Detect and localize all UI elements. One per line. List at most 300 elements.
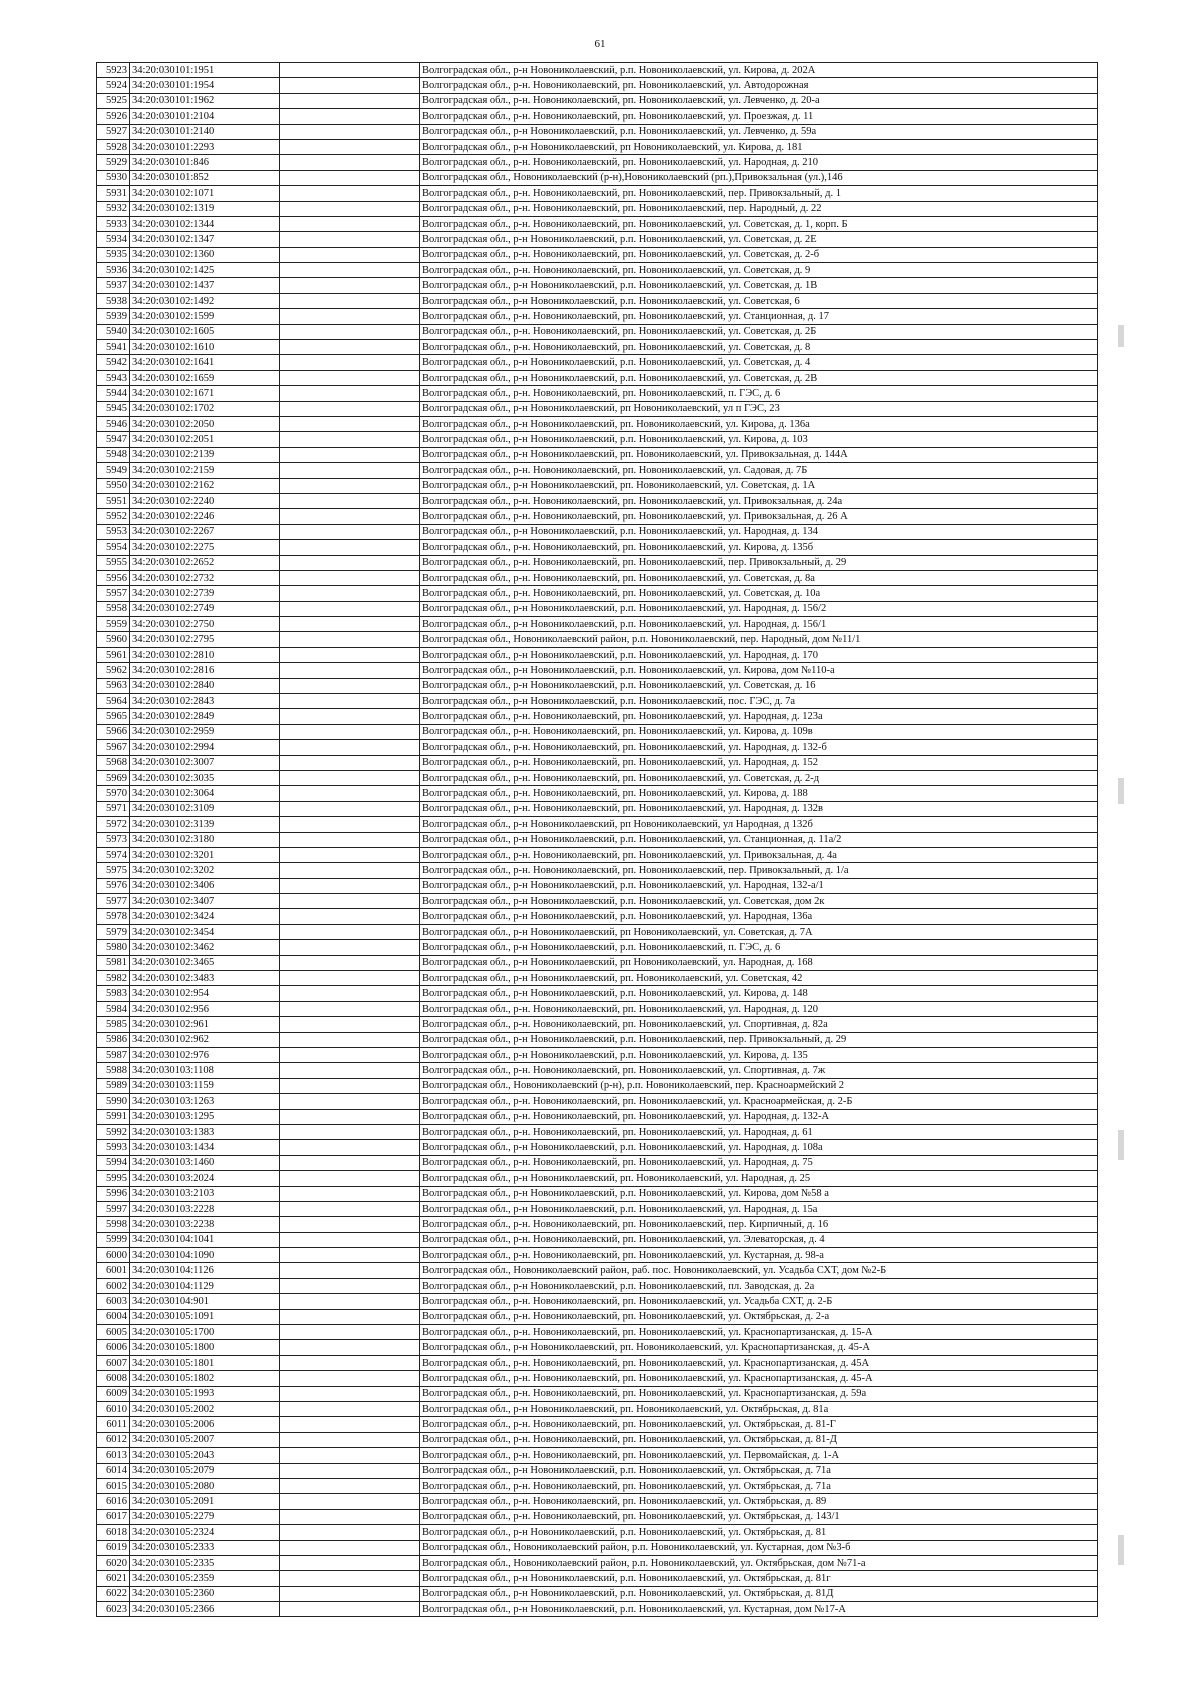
cadastral-number: 34:20:030102:1425 — [130, 263, 280, 278]
empty-cell — [280, 1048, 420, 1063]
cadastral-number: 34:20:030102:2246 — [130, 509, 280, 524]
empty-cell — [280, 971, 420, 986]
address: Волгоградская обл., р-н Новониколаевский, р.п. Новониколаевский, ул. Народная, 136а — [420, 909, 1098, 924]
address: Волгоградская обл., р-н. Новониколаевский, рп. Новониколаевский, ул. Привокзальная, д. 24а — [420, 493, 1098, 508]
empty-cell — [280, 1032, 420, 1047]
address: Волгоградская обл., р-н. Новониколаевский, рп. Новониколаевский, ул. Спортивная, д. 82а — [420, 1017, 1098, 1032]
address: Волгоградская обл., р-н. Новониколаевский, рп. Новониколаевский, ул. Спортивная, д. 7ж — [420, 1063, 1098, 1078]
table-row — [97, 940, 1098, 955]
address: Волгоградская обл., Новониколаевский (р-н), р.п. Новониколаевский, пер. Красноармейский 2 — [420, 1078, 1098, 1093]
address: Волгоградская обл., Новониколаевский район, р.п. Новониколаевский, ул. Кустарная, дом №3-б — [420, 1540, 1098, 1555]
cadastral-number: 34:20:030105:2091 — [130, 1494, 280, 1509]
empty-cell — [280, 247, 420, 262]
address: Волгоградская обл., р-н Новониколаевский, рп. Новониколаевский, ул. Краснопартизанская, д. 45-А — [420, 1340, 1098, 1355]
table-row — [97, 1140, 1098, 1155]
row-number: 5941 — [97, 340, 130, 355]
cadastral-number: 34:20:030104:1126 — [130, 1263, 280, 1278]
table-row — [97, 386, 1098, 401]
table-row — [97, 1248, 1098, 1263]
cadastral-number: 34:20:030102:2749 — [130, 601, 280, 616]
row-number: 6013 — [97, 1448, 130, 1463]
empty-cell — [280, 1124, 420, 1139]
table-row — [97, 847, 1098, 862]
address: Волгоградская обл., р-н Новониколаевский, рп. Новониколаевский, ул. Советская, 42 — [420, 971, 1098, 986]
cadastral-number: 34:20:030101:2104 — [130, 109, 280, 124]
row-number: 5957 — [97, 586, 130, 601]
address: Волгоградская обл., р-н. Новониколаевский, рп. Новониколаевский, ул. Народная, д. 132-А — [420, 1109, 1098, 1124]
table-row — [97, 601, 1098, 616]
cadastral-number: 34:20:030105:2279 — [130, 1509, 280, 1524]
row-number: 5969 — [97, 770, 130, 785]
address: Волгоградская обл., р-н Новониколаевский, р.п. Новониколаевский, ул. Советская, 6 — [420, 293, 1098, 308]
table-row — [97, 324, 1098, 339]
row-number: 6003 — [97, 1294, 130, 1309]
empty-cell — [280, 1448, 420, 1463]
empty-cell — [280, 1494, 420, 1509]
table-row — [97, 694, 1098, 709]
table-row — [97, 955, 1098, 970]
cadastral-number: 34:20:030102:961 — [130, 1017, 280, 1032]
cadastral-number: 34:20:030102:3202 — [130, 863, 280, 878]
cadastral-number: 34:20:030103:1108 — [130, 1063, 280, 1078]
table-row — [97, 647, 1098, 662]
cadastral-number: 34:20:030102:2816 — [130, 663, 280, 678]
table-row — [97, 1094, 1098, 1109]
table-row — [97, 817, 1098, 832]
cadastral-number: 34:20:030102:1492 — [130, 293, 280, 308]
row-number: 5959 — [97, 617, 130, 632]
table-row — [97, 186, 1098, 201]
row-number: 5961 — [97, 647, 130, 662]
address: Волгоградская обл., р-н. Новониколаевский, рп. Новониколаевский, ул. Советская, д. 2-д — [420, 770, 1098, 785]
table-row — [97, 247, 1098, 262]
address: Волгоградская обл., р-н Новониколаевский, р.п. Новониколаевский, ул. Кирова, д. 202А — [420, 63, 1098, 78]
table-row — [97, 786, 1098, 801]
row-number: 5994 — [97, 1155, 130, 1170]
cadastral-number: 34:20:030105:1091 — [130, 1309, 280, 1324]
empty-cell — [280, 1401, 420, 1416]
address: Волгоградская обл., р-н Новониколаевский, р.п. Новониколаевский, ул. Кирова, д. 135 — [420, 1048, 1098, 1063]
row-number: 6020 — [97, 1555, 130, 1570]
cadastral-number: 34:20:030105:2002 — [130, 1401, 280, 1416]
empty-cell — [280, 93, 420, 108]
cadastral-number: 34:20:030104:1090 — [130, 1248, 280, 1263]
address: Волгоградская обл., р-н. Новониколаевский, рп. Новониколаевский, ул. Краснопартизанская, д. 45-А — [420, 1371, 1098, 1386]
table-row — [97, 1340, 1098, 1355]
cadastral-number: 34:20:030103:2238 — [130, 1217, 280, 1232]
table-row — [97, 909, 1098, 924]
row-number: 5986 — [97, 1032, 130, 1047]
empty-cell — [280, 940, 420, 955]
row-number: 5964 — [97, 694, 130, 709]
empty-cell — [280, 1001, 420, 1016]
scan-artifact — [1118, 778, 1124, 804]
cadastral-number: 34:20:030103:2103 — [130, 1186, 280, 1201]
row-number: 5993 — [97, 1140, 130, 1155]
empty-cell — [280, 1602, 420, 1617]
row-number: 5928 — [97, 139, 130, 154]
empty-cell — [280, 447, 420, 462]
address: Волгоградская обл., р-н. Новониколаевский, рп. Новониколаевский, ул. Автодорожная — [420, 78, 1098, 93]
address: Волгоградская обл., р-н Новониколаевский, р.п. Новониколаевский, ул. Кирова, дом №110-а — [420, 663, 1098, 678]
row-number: 5940 — [97, 324, 130, 339]
row-number: 5934 — [97, 232, 130, 247]
empty-cell — [280, 1417, 420, 1432]
empty-cell — [280, 1309, 420, 1324]
empty-cell — [280, 309, 420, 324]
table-row — [97, 1032, 1098, 1047]
row-number: 5974 — [97, 847, 130, 862]
row-number: 5985 — [97, 1017, 130, 1032]
empty-cell — [280, 401, 420, 416]
empty-cell — [280, 1248, 420, 1263]
row-number: 6008 — [97, 1371, 130, 1386]
table-row — [97, 155, 1098, 170]
address: Волгоградская обл., р-н. Новониколаевский, рп. Новониколаевский, пер. Привокзальный, д. 29 — [420, 555, 1098, 570]
empty-cell — [280, 709, 420, 724]
empty-cell — [280, 1555, 420, 1570]
empty-cell — [280, 847, 420, 862]
row-number: 5972 — [97, 817, 130, 832]
row-number: 5946 — [97, 416, 130, 431]
empty-cell — [280, 678, 420, 693]
empty-cell — [280, 1325, 420, 1340]
address: Волгоградская обл., р-н. Новониколаевский, рп. Новониколаевский, ул. Октябрьская, д. 81-Д — [420, 1432, 1098, 1447]
table-row — [97, 1525, 1098, 1540]
cadastral-number: 34:20:030104:1041 — [130, 1232, 280, 1247]
cadastral-number: 34:20:030102:976 — [130, 1048, 280, 1063]
address: Волгоградская обл., р-н Новониколаевский, р.п. Новониколаевский, ул. Народная, д. 170 — [420, 647, 1098, 662]
table-row — [97, 124, 1098, 139]
row-number: 5949 — [97, 463, 130, 478]
cadastral-number: 34:20:030102:3424 — [130, 909, 280, 924]
empty-cell — [280, 1540, 420, 1555]
table-row — [97, 1309, 1098, 1324]
table-row — [97, 894, 1098, 909]
cadastral-number: 34:20:030102:3201 — [130, 847, 280, 862]
address: Волгоградская обл., р-н. Новониколаевский, рп. Новониколаевский, ул. Кирова, д. 109в — [420, 724, 1098, 739]
scan-artifact — [1118, 1535, 1124, 1565]
cadastral-number: 34:20:030103:1383 — [130, 1124, 280, 1139]
empty-cell — [280, 432, 420, 447]
address: Волгоградская обл., р-н Новониколаевский, рп Новониколаевский, ул п ГЭС, 23 — [420, 401, 1098, 416]
address: Волгоградская обл., р-н. Новониколаевский, рп. Новониколаевский, ул. Станционная, д. 17 — [420, 309, 1098, 324]
table-row — [97, 463, 1098, 478]
empty-cell — [280, 416, 420, 431]
empty-cell — [280, 1186, 420, 1201]
address: Волгоградская обл., р-н. Новониколаевский, рп. Новониколаевский, ул. Народная, д. 132-б — [420, 740, 1098, 755]
row-number: 5955 — [97, 555, 130, 570]
empty-cell — [280, 924, 420, 939]
empty-cell — [280, 1063, 420, 1078]
empty-cell — [280, 1478, 420, 1493]
address: Волгоградская обл., р-н Новониколаевский, р.п. Новониколаевский, ул. Октябрьская, д. 81г — [420, 1571, 1098, 1586]
empty-cell — [280, 555, 420, 570]
address: Волгоградская обл., р-н Новониколаевский, р.п. Новониколаевский, пл. Заводская, д. 2а — [420, 1278, 1098, 1293]
address: Волгоградская обл., р-н Новониколаевский, р.п. Новониколаевский, ул. Советская, д. 16 — [420, 678, 1098, 693]
address: Волгоградская обл., р-н Новониколаевский, рп Новониколаевский, ул. Кирова, д. 181 — [420, 139, 1098, 154]
row-number: 5980 — [97, 940, 130, 955]
table-row — [97, 432, 1098, 447]
address: Волгоградская обл., р-н Новониколаевский, р.п. Новониколаевский, ул. Народная, д. 156/2 — [420, 601, 1098, 616]
row-number: 5963 — [97, 678, 130, 693]
empty-cell — [280, 186, 420, 201]
empty-cell — [280, 478, 420, 493]
table-row — [97, 1463, 1098, 1478]
empty-cell — [280, 1263, 420, 1278]
cadastral-number: 34:20:030105:2043 — [130, 1448, 280, 1463]
table-row — [97, 1109, 1098, 1124]
empty-cell — [280, 617, 420, 632]
table-row — [97, 832, 1098, 847]
empty-cell — [280, 1017, 420, 1032]
row-number: 5967 — [97, 740, 130, 755]
address: Волгоградская обл., р-н Новониколаевский, р.п. Новониколаевский, ул. Кирова, дом №58 а — [420, 1186, 1098, 1201]
empty-cell — [280, 832, 420, 847]
table-row — [97, 509, 1098, 524]
row-number: 5975 — [97, 863, 130, 878]
table-row — [97, 709, 1098, 724]
cadastral-number: 34:20:030102:2843 — [130, 694, 280, 709]
row-number: 6006 — [97, 1340, 130, 1355]
row-number: 5944 — [97, 386, 130, 401]
empty-cell — [280, 986, 420, 1001]
table-row — [97, 1155, 1098, 1170]
table-row — [97, 78, 1098, 93]
address: Волгоградская обл., р-н. Новониколаевский, рп. Новониколаевский, ул. Народная, д. 210 — [420, 155, 1098, 170]
row-number: 5962 — [97, 663, 130, 678]
table-row — [97, 755, 1098, 770]
cadastral-number: 34:20:030102:1605 — [130, 324, 280, 339]
empty-cell — [280, 340, 420, 355]
table-row — [97, 1355, 1098, 1370]
empty-cell — [280, 109, 420, 124]
address: Волгоградская обл., р-н. Новониколаевский, рп. Новониколаевский, ул. Усадьба СХТ, д. 2-Б — [420, 1294, 1098, 1309]
address: Волгоградская обл., р-н Новониколаевский, р.п. Новониколаевский, ул. Народная, д. 15а — [420, 1201, 1098, 1216]
table-row — [97, 1186, 1098, 1201]
empty-cell — [280, 170, 420, 185]
row-number: 5973 — [97, 832, 130, 847]
empty-cell — [280, 1278, 420, 1293]
row-number: 5923 — [97, 63, 130, 78]
address: Волгоградская обл., р-н. Новониколаевский, рп. Новониколаевский, ул. Народная, д. 61 — [420, 1124, 1098, 1139]
row-number: 5945 — [97, 401, 130, 416]
table-row — [97, 447, 1098, 462]
row-number: 5952 — [97, 509, 130, 524]
address: Волгоградская обл., р-н Новониколаевский, рп. Новониколаевский, ул. Октябрьская, д. 81а — [420, 1401, 1098, 1416]
table-row — [97, 617, 1098, 632]
cadastral-number: 34:20:030103:2024 — [130, 1171, 280, 1186]
address: Волгоградская обл., р-н. Новониколаевский, рп. Новониколаевский, п. ГЭС, д. 6 — [420, 386, 1098, 401]
table-row — [97, 1201, 1098, 1216]
empty-cell — [280, 509, 420, 524]
table-row — [97, 1401, 1098, 1416]
row-number: 5938 — [97, 293, 130, 308]
empty-cell — [280, 1078, 420, 1093]
row-number: 6018 — [97, 1525, 130, 1540]
empty-cell — [280, 232, 420, 247]
address: Волгоградская обл., р-н Новониколаевский, р.п. Новониколаевский, пер. Привокзальный, д. 29 — [420, 1032, 1098, 1047]
cadastral-number: 34:20:030102:2994 — [130, 740, 280, 755]
cadastral-number: 34:20:030104:901 — [130, 1294, 280, 1309]
scan-artifact — [1118, 1130, 1124, 1160]
cadastral-number: 34:20:030102:3406 — [130, 878, 280, 893]
address: Волгоградская обл., р-н Новониколаевский, р.п. Новониколаевский, п. ГЭС, д. 6 — [420, 940, 1098, 955]
page-number: 61 — [594, 38, 606, 50]
row-number: 5953 — [97, 524, 130, 539]
table-row — [97, 1171, 1098, 1186]
empty-cell — [280, 863, 420, 878]
row-number: 5947 — [97, 432, 130, 447]
table-row — [97, 986, 1098, 1001]
address: Волгоградская обл., р-н. Новониколаевский, рп. Новониколаевский, ул. Народная, д. 120 — [420, 1001, 1098, 1016]
table-row — [97, 971, 1098, 986]
cadastral-number: 34:20:030103:1434 — [130, 1140, 280, 1155]
address: Волгоградская обл., р-н. Новониколаевский, рп. Новониколаевский, ул. Народная, д. 75 — [420, 1155, 1098, 1170]
address: Волгоградская обл., р-н. Новониколаевский, рп. Новониколаевский, ул. Советская, д. 1, корп. Б — [420, 216, 1098, 231]
cadastral-number: 34:20:030105:1993 — [130, 1386, 280, 1401]
table-row — [97, 232, 1098, 247]
table-row — [97, 1602, 1098, 1617]
cadastral-number: 34:20:030102:3462 — [130, 940, 280, 955]
row-number: 5999 — [97, 1232, 130, 1247]
row-number: 6010 — [97, 1401, 130, 1416]
address: Волгоградская обл., р-н Новониколаевский, р.п. Новониколаевский, ул. Кирова, д. 103 — [420, 432, 1098, 447]
cadastral-number: 34:20:030102:1641 — [130, 355, 280, 370]
row-number: 5998 — [97, 1217, 130, 1232]
row-number: 5970 — [97, 786, 130, 801]
cadastral-number: 34:20:030102:1347 — [130, 232, 280, 247]
table-row — [97, 1232, 1098, 1247]
address: Волгоградская обл., р-н Новониколаевский, р.п. Новониколаевский, ул. Советская, д. 1В — [420, 278, 1098, 293]
address: Волгоградская обл., Новониколаевский район, р.п. Новониколаевский, ул. Октябрьская, дом №71-а — [420, 1555, 1098, 1570]
empty-cell — [280, 155, 420, 170]
cadastral-number: 34:20:030103:1295 — [130, 1109, 280, 1124]
address: Волгоградская обл., р-н. Новониколаевский, рп. Новониколаевский, пер. Привокзальный, д. 1/а — [420, 863, 1098, 878]
cadastral-number: 34:20:030103:1263 — [130, 1094, 280, 1109]
cadastral-number: 34:20:030102:2732 — [130, 570, 280, 585]
empty-cell — [280, 1463, 420, 1478]
cadastral-number: 34:20:030101:2140 — [130, 124, 280, 139]
cadastral-number: 34:20:030102:2652 — [130, 555, 280, 570]
row-number: 5933 — [97, 216, 130, 231]
address: Волгоградская обл., р-н Новониколаевский, р.п. Новониколаевский, ул. Народная, 132-а/1 — [420, 878, 1098, 893]
table-row — [97, 1540, 1098, 1555]
cadastral-number: 34:20:030105:1700 — [130, 1325, 280, 1340]
empty-cell — [280, 324, 420, 339]
address: Волгоградская обл., р-н. Новониколаевский, рп. Новониколаевский, ул. Краснопартизанская, д. 45А — [420, 1355, 1098, 1370]
cadastral-number: 34:20:030105:2359 — [130, 1571, 280, 1586]
cadastral-number: 34:20:030102:1659 — [130, 370, 280, 385]
row-number: 5978 — [97, 909, 130, 924]
empty-cell — [280, 817, 420, 832]
table-row — [97, 1001, 1098, 1016]
table-row — [97, 340, 1098, 355]
row-number: 5990 — [97, 1094, 130, 1109]
table-row — [97, 1294, 1098, 1309]
cadastral-number: 34:20:030102:1344 — [130, 216, 280, 231]
table-row — [97, 63, 1098, 78]
cadastral-number: 34:20:030101:852 — [130, 170, 280, 185]
row-number: 5936 — [97, 263, 130, 278]
address: Волгоградская обл., р-н Новониколаевский, р.п. Новониколаевский, ул. Октябрьская, д. 81Д — [420, 1586, 1098, 1601]
empty-cell — [280, 1201, 420, 1216]
cadastral-number: 34:20:030105:2006 — [130, 1417, 280, 1432]
cadastral-number: 34:20:030105:1800 — [130, 1340, 280, 1355]
row-number: 6017 — [97, 1509, 130, 1524]
address: Волгоградская обл., р-н Новониколаевский, рп. Новониколаевский, ул. Советская, д. 1А — [420, 478, 1098, 493]
table-row — [97, 663, 1098, 678]
row-number: 5982 — [97, 971, 130, 986]
empty-cell — [280, 293, 420, 308]
cadastral-number: 34:20:030102:2795 — [130, 632, 280, 647]
cadastral-number: 34:20:030101:1951 — [130, 63, 280, 78]
row-number: 6021 — [97, 1571, 130, 1586]
row-number: 6019 — [97, 1540, 130, 1555]
address: Волгоградская обл., Новониколаевский (р-н),Новониколаевский (рп.),Привокзальная (ул.),146 — [420, 170, 1098, 185]
row-number: 6023 — [97, 1602, 130, 1617]
address: Волгоградская обл., Новониколаевский район, р.п. Новониколаевский, пер. Народный, дом №11/1 — [420, 632, 1098, 647]
table-row — [97, 1078, 1098, 1093]
row-number: 5927 — [97, 124, 130, 139]
table-row — [97, 278, 1098, 293]
cadastral-number: 34:20:030102:3180 — [130, 832, 280, 847]
table-row — [97, 555, 1098, 570]
row-number: 6011 — [97, 1417, 130, 1432]
empty-cell — [280, 755, 420, 770]
cadastral-number: 34:20:030102:3407 — [130, 894, 280, 909]
row-number: 5977 — [97, 894, 130, 909]
empty-cell — [280, 370, 420, 385]
table-row — [97, 632, 1098, 647]
row-number: 6001 — [97, 1263, 130, 1278]
row-number: 5971 — [97, 801, 130, 816]
address: Волгоградская обл., р-н. Новониколаевский, рп. Новониколаевский, ул. Народная, д. 152 — [420, 755, 1098, 770]
cadastral-number: 34:20:030103:1159 — [130, 1078, 280, 1093]
table-row — [97, 109, 1098, 124]
table-row — [97, 1417, 1098, 1432]
cadastral-number: 34:20:030102:1599 — [130, 309, 280, 324]
row-number: 5992 — [97, 1124, 130, 1139]
empty-cell — [280, 1371, 420, 1386]
address: Волгоградская обл., р-н Новониколаевский, рп. Новониколаевский, ул. Кирова, д. 136а — [420, 416, 1098, 431]
address: Волгоградская обл., р-н. Новониколаевский, рп. Новониколаевский, ул. Элеваторская, д. 4 — [420, 1232, 1098, 1247]
empty-cell — [280, 1171, 420, 1186]
row-number: 6012 — [97, 1432, 130, 1447]
address: Волгоградская обл., р-н. Новониколаевский, рп. Новониколаевский, пер. Народный, д. 22 — [420, 201, 1098, 216]
address: Волгоградская обл., р-н Новониколаевский, р.п. Новониколаевский, ул. Советская, д. 4 — [420, 355, 1098, 370]
address: Волгоградская обл., р-н. Новониколаевский, рп. Новониколаевский, ул. Октябрьская, д. 81-Г — [420, 1417, 1098, 1432]
address: Волгоградская обл., р-н Новониколаевский, р.п. Новониколаевский, ул. Октябрьская, д. 81 — [420, 1525, 1098, 1540]
cadastral-number: 34:20:030102:1610 — [130, 340, 280, 355]
row-number: 5935 — [97, 247, 130, 262]
scan-artifact — [1118, 325, 1124, 347]
address: Волгоградская обл., р-н Новониколаевский, рп Новониколаевский, ул. Советская, д. 7А — [420, 924, 1098, 939]
cadastral-number: 34:20:030102:2840 — [130, 678, 280, 693]
cadastral-number: 34:20:030102:1360 — [130, 247, 280, 262]
table-row — [97, 770, 1098, 785]
cadastral-number: 34:20:030101:2293 — [130, 139, 280, 154]
empty-cell — [280, 1094, 420, 1109]
table-row — [97, 524, 1098, 539]
cadastral-number: 34:20:030102:1437 — [130, 278, 280, 293]
table-row — [97, 416, 1098, 431]
table-row — [97, 1386, 1098, 1401]
empty-cell — [280, 63, 420, 78]
table-row — [97, 1217, 1098, 1232]
empty-cell — [280, 124, 420, 139]
table-row — [97, 878, 1098, 893]
